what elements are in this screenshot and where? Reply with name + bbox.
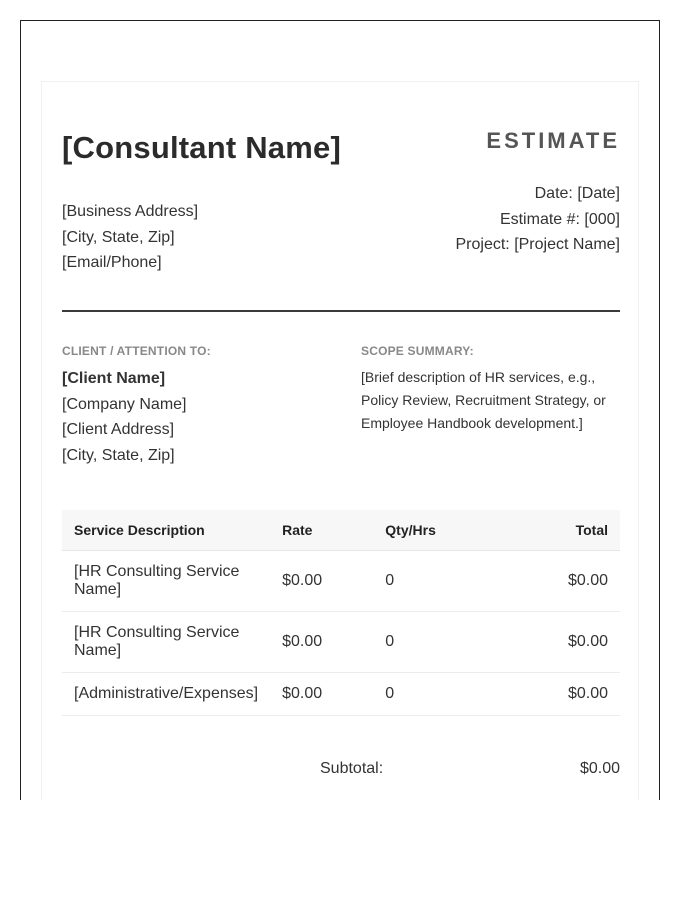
header-row [62,510,620,551]
city-state-zip-line: [City, State, Zip] [62,228,175,246]
business-address-line: [Business Address] [62,203,199,220]
table-row [62,612,620,673]
estimate-header [62,82,620,312]
info-section [62,344,620,474]
table-row [62,551,620,612]
service-description: [Administrative/Expenses] [62,673,270,716]
header-total: Total [520,510,620,551]
table-row [62,673,620,716]
client-city: [City, State, Zip] [62,446,175,464]
estimate-card [41,81,639,800]
document-title: ESTIMATE [486,128,620,153]
scope-label: SCOPE SUMMARY: [361,344,474,358]
consultant-address [62,199,198,276]
client-name: [Client Name] [62,370,166,387]
services-table-header [62,510,620,551]
header-divider [62,310,620,312]
subtotal-label: Subtotal: [320,760,384,777]
service-qty: 0 [373,673,520,716]
service-total: $0.00 [520,551,620,612]
service-qty: 0 [373,551,520,612]
service-rate: $0.00 [270,612,373,673]
header-rate: Rate [270,510,373,551]
header-service-description: Service Description [62,510,270,551]
estimate-meta [456,181,621,258]
service-total: $0.00 [520,673,620,716]
scope-block [361,344,620,435]
estimate-date: Date: [Date] [534,185,620,202]
services-table-body [62,551,620,716]
consultant-name: [Consultant Name] [62,130,341,165]
service-description: [HR Consulting Service Name] [62,612,270,673]
header-qty: Qty/Hrs [373,510,520,551]
service-description: [HR Consulting Service Name] [62,551,270,612]
services-table [62,510,620,716]
client-company: [Company Name] [62,395,187,413]
client-label: CLIENT / ATTENTION TO: [62,344,211,358]
subtotal-value: $0.00 [579,760,620,777]
estimate-number: Estimate #: [000] [499,210,620,228]
estimate-content [62,82,620,777]
client-address: [Client Address] [62,421,175,438]
client-block [62,344,352,468]
service-rate: $0.00 [270,673,373,716]
service-rate: $0.00 [270,551,373,612]
client-details [62,366,352,468]
service-total: $0.00 [520,612,620,673]
service-qty: 0 [373,612,520,673]
scope-summary-text: [Brief description of HR services, e.g., Policy Review, Recruitment Strategy, or Employee Handbook development.] [361,369,606,431]
project-name: Project: [Project Name] [455,236,620,253]
document-frame [20,20,660,800]
email-phone-line: [Email/Phone] [62,254,162,271]
